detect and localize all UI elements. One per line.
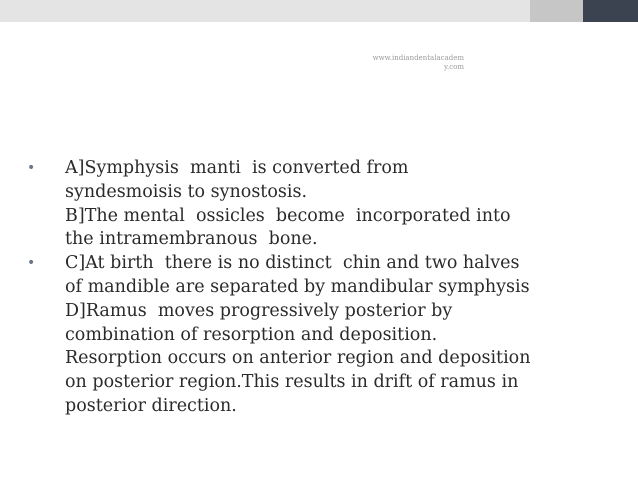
bullet-item — [27, 252, 612, 419]
bullet-line: syndesmoisis to synostosis. — [65, 181, 308, 202]
bullet-line: of mandible are separated by mandibular symphysis — [65, 276, 530, 297]
top-accent-band — [0, 0, 638, 22]
bullet-line: B]The mental ossicles become incorporated into — [65, 205, 511, 226]
top-accent-light — [0, 0, 602, 22]
bullet-line: on posterior region.This results in drift of ramus in — [65, 372, 519, 393]
bullet-line: combination of resorption and deposition. — [65, 324, 438, 345]
bullet-line: Resorption occurs on anterior region and deposition — [65, 348, 531, 369]
website-watermark: www.indiandentalacademy.com — [372, 54, 464, 71]
bullet-item — [27, 157, 612, 252]
bullet-dot-icon: • — [27, 255, 36, 272]
top-accent-dark — [583, 0, 638, 22]
bullet-line: the intramembranous bone. — [65, 229, 318, 250]
bullet-dot-icon: • — [27, 160, 36, 176]
bullet-line: posterior direction. — [65, 395, 237, 416]
bullet-line: D]Ramus moves progressively posterior by — [65, 300, 453, 321]
bullet-list — [27, 157, 612, 419]
bullet-line: A]Symphysis manti is converted from — [65, 158, 409, 178]
bullet-line: C]At birth there is no distinct chin and two halves — [65, 253, 520, 274]
